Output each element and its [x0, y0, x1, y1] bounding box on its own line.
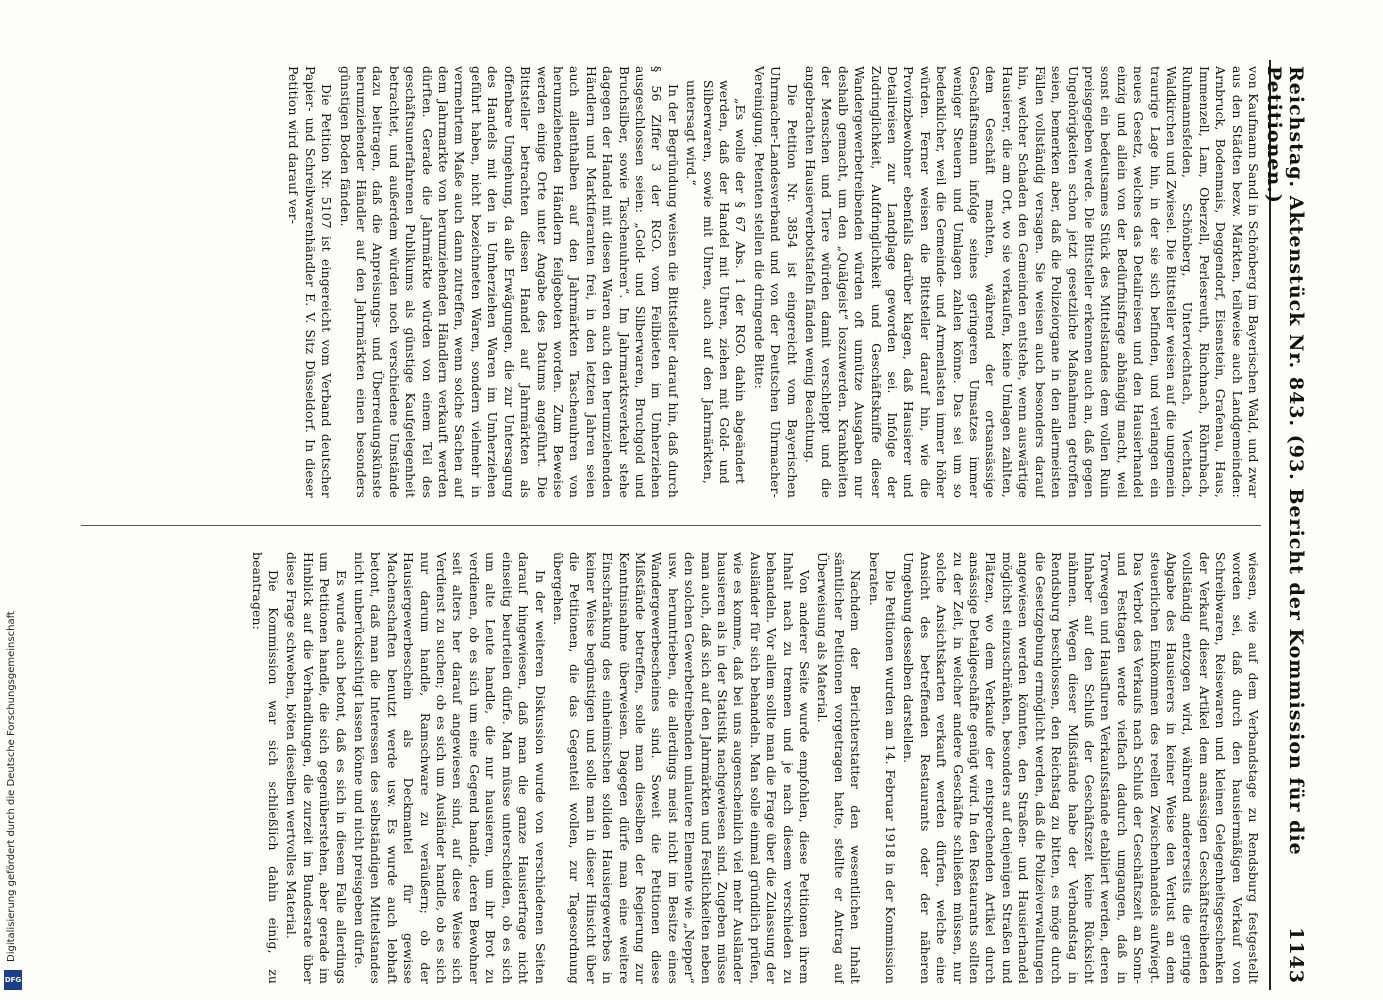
paragraph: wiesen, wie auf dem Verbandstage zu Rendsburg festgestellt worden sei, daß durch den hausiermäßigen Verkauf von Schreibwaren, Reisewaren und kleinen Gelegenheitsgeschenken der Verkauf dieser Artikel dem ansässigen Geschäftstreibenden vollständig entzogen wird, während andererseits die geringe Abgabe des Hausierers in keiner Weise den Verlust an dem steuerlichen Einkommen des reellen Zwischenhandels aufwiegt. Das Verbot des Verkaufs nach Schluß der Geschäftszeit an Sonn- und Festtagen werde vielfach dadurch umgangen, daß in Torwegen und Hausfluren Verkaufsstände etabliert werden, deren Inhaber auf den Schluß der Geschäftszeit keine Rücksicht nähmen. Wegen dieser Mißstände habe der Verbandstag in Rendsburg beschlossen, den Reichstag zu bitten, es möge durch die Gesetzgebung ermöglicht werden, daß die Polizeiverwaltungen angewiesen werden könnten, den Straßen- und Hausierhandel möglichst einzuschränken, besonders auf denjenigen Straßen und Plätzen, wo dem Verkaufe der entsprechenden Artikel durch ansässige Detailgeschäfte genügt wird. In den Restaurants sollten zu der Zeit, in welcher andere Geschäfte schließen müssen, nur solche Ansichtskarten verkauft werden dürfen, welche eine Ansicht des betreffenden Restaurants oder der näheren Umgebung desselben darstellen.	[901, 552, 1261, 984]
paragraph: Nachdem der Berichterstatter den wesentlichen Inhalt sämtlicher Petitionen vorgetragen hatte, stellte er Antrag auf Überweisung als Material.	[815, 552, 864, 984]
quoted-request: „Es wolle der § 67 Abs. 1 der RGO. dahin abgeändert werden, daß der Handel mit Uhren, ziehen mit Gold- und Silberwaren, sowie mit Uhren, auch auf den Jahrmärkten, untersagt wird.“	[684, 80, 749, 484]
paragraph: Die Petition Nr. 5107 ist eingereicht vom Verband deutscher Papier- und Schreibwarenhändler E. V. Sitz Düsseldorf. In dieser Petition wird darauf ver-	[286, 66, 335, 498]
column-divider	[81, 525, 1261, 526]
rotated-page-content	[75, 60, 1315, 990]
paragraph: Die Kommission war sich schließlich dahin einig, zu beantragen:	[249, 552, 282, 984]
paragraph: Von anderer Seite wurde empfohlen, diese Petitionen ihrem Inhalt nach zu trennen und je nach diesem verschieden zu behandeln. Vor allem sollte man die Frage über die Zulassung der Ausländer für sich behandeln. Man solle einmal gründlich prüfen, wie es komme, daß bei uns augenscheinlich viel mehr Ausländer hausieren als in der Statistik nachgewiesen sind. Zugeben müsse man auch, daß sich auf den Jahrmärkten und Festlichkeiten neben den solchen Gewerbetreibenden unlautere Elemente wie „Nepper“ usw. herumtrieben, die allerdings meist nicht im Besitze eines Wandergewerbescheines sind. Soweit die Petitionen diese Mißstände betreffen, solle man dieselben der Regierung zur Kenntnisnahme überweisen. Dagegen dürfe man eine weitere Einschränkung des einheimischen soliden Hausiergewerbes in keiner Weise begünstigen und solle man in dieser Hinsicht über die Petitionen, die das Gegenteil wollen, zur Tagesordnung übergehen.	[550, 552, 813, 984]
paragraph: In der Begründung weisen die Bittsteller darauf hin, daß durch § 56 Ziffer 3 der RGO. vom Feilbieten im Umherziehen ausgeschlossen seien: „Gold- und Silberwaren, Bruchgold und Bruchsilber, sowie Taschenuhren“. Im Jahrmarktsverkehr stehe dagegen der Handel mit diesen Waren auch den herumziehenden Händlern und Marktfieranten frei, in den letzten Jahren seien auch allenthalben auf den Jahrmärkten Taschenuhren von herumziehenden Händlern feilgeboten worden. Zum Beweise werden einige Orte unter Angabe des Datums angeführt. Die Bittsteller betrachten diesen Handel auf Jahrmärkten als offenbare Umgehung, da alle Erwägungen, die zur Untersagung des Handels mit den in Umherziehen Waren im Umherziehen geführt haben, nicht bezeichneten Waren, sondern vielmehr in vermehrtem Maße auch dann zutreffen, wenn solche Sachen auf dem Jahrmarkte von herumziehenden Händlern verkauft werden dürften. Gerade die Jahrmärkte würden von einem Teil des geschäftsunerfahrenen Publikums als günstige Kaufgelegenheit betrachtet, und außerdem würden noch verschiedene Umstände dazu beitragen, daß die Anpreisungs- und Überredungskünste herumziehender Händler auf den Jahrmärkten einen besonders günstigen Boden fänden.	[337, 66, 681, 498]
digitization-note-text: Digitalisierung gefördert durch die Deutsche Forschungsgemeinschaft	[6, 611, 17, 962]
running-head: Reichstag. Aktenstück Nr. 843. (93. Bericht der Kommission für die Petitionen.)	[1263, 66, 1307, 856]
paragraph: Die Petition Nr. 3854 ist eingereicht vom Bayerischen Uhrmacher-Landesverband und von der Deutschen Uhrmacher-Vereinigung. Petenten stellen die dringende Bitte:	[751, 66, 800, 498]
right-column	[81, 552, 1261, 984]
page-header	[1263, 60, 1315, 990]
left-column	[81, 66, 1261, 498]
page-number: 1143	[1285, 927, 1307, 984]
text-columns	[81, 60, 1261, 990]
dfg-logo: DFG	[4, 970, 22, 990]
paragraph: Es wurde auch betont, daß es sich in diesem Falle allerdings um Petitionen handle, die sich gegenüberstehen, aber gerade im Hinblick auf die Verhandlungen, die zurzeit im Bundesrate über diese Frage schweben, böten dieselben wertvolles Material.	[284, 552, 349, 984]
paragraph: von Kaufmann Sandl in Schönberg im Bayerischen Wald, und zwar aus den Städten bezw. Märkten, teilweise auch Landgemeinden: Arnbruck, Bodenmais, Deggendorf, Eisenstein, Grafenau, Haus, Immenzell, Lam, Oberzell, Perlesreuth, Rinchnach, Röhrnbach, Ruhmannsfelden, Schönberg, Unterviechtach, Viechtach, Waldkirchen und Zwiesel. Die Bittsteller weisen auf die ungemein traurige Lage hin, in der sie sich befinden, und verlangen ein neues Gesetz, welches das Detailreisen und den Hausierhandel einzig und allein von der Bedürfnisfrage abhängig macht, weil sonst ein bedeutsames Stück des Mittelstandes dem vollen Ruin preisgegeben werde. Die Bittsteller erkennen auch an, daß gegen Ungehörigkeiten schon jetzt gesetzliche Maßnahmen getroffen seien, bemerken aber, daß die Polizeiorgane in den allermeisten Fällen vollständig versagen. Sie weisen auch besonders darauf hin, welcher Schaden den Gemeinden entstehe, wenn auswärtige Hausierer, die am Ort, wo sie verkaufen, keine Umlagen zahlten, dem Geschäft machten, während der ortsansässige Geschäftsmann infolge seines geringeren Umsatzes immer weniger Steuern und Umlagen zahlen könne. Das sei um so bedenklicher, weil die Gemeinde- und Armenlasten immer höher würden. Ferner weisen die Bittsteller darauf hin, wie die Provinzbewohner ebenfalls darüber klagen, daß Hausierer und Detailreisen zur Landplage geworden sei. Infolge der Zudringlichkeit, Aufdringlichkeit und Geschäftskniffe dieser Wandergewerbetreibenden würden oft unnütze Ausgaben nur deshalb gemacht, um den „Quälgeist“ loszuwerden. Krankheiten der Menschen und Tiere würden damit verschleppt und die angebrachten Hausierverbotstafeln fänden wenig Beachtung.	[803, 66, 1261, 498]
paragraph: Die Petitionen wurden am 14. Februar 1918 in der Kommission beraten.	[866, 552, 899, 984]
paragraph: In der weiteren Diskussion wurde von verschiedenen Seiten darauf hingewiesen, daß man die ganze Hausierfrage nicht einseitig beurteilen dürfe. Man müsse unterscheiden, ob es sich um alte Leute handle, die nur hausieren, um ihr Brot zu verdienen, ob es sich um eine Gegend handle, deren Bewohner seit alters her darauf angewiesen sind, auf diese Weise sich Verdienst zu suchen; ob es sich um Ausländer handle, ob es sich nur darum handle, Ramschware zu veräußern; ob der Hausiergewerbeschein als Deckmantel für gewisse Machenschaften benutzt werde usw. Es wurde auch lebhaft betont, daß man die Interessen des selbständigen Mittelstandes nicht unberücksichtigt lassen könne und nicht preisgeben dürfe.	[352, 552, 548, 984]
